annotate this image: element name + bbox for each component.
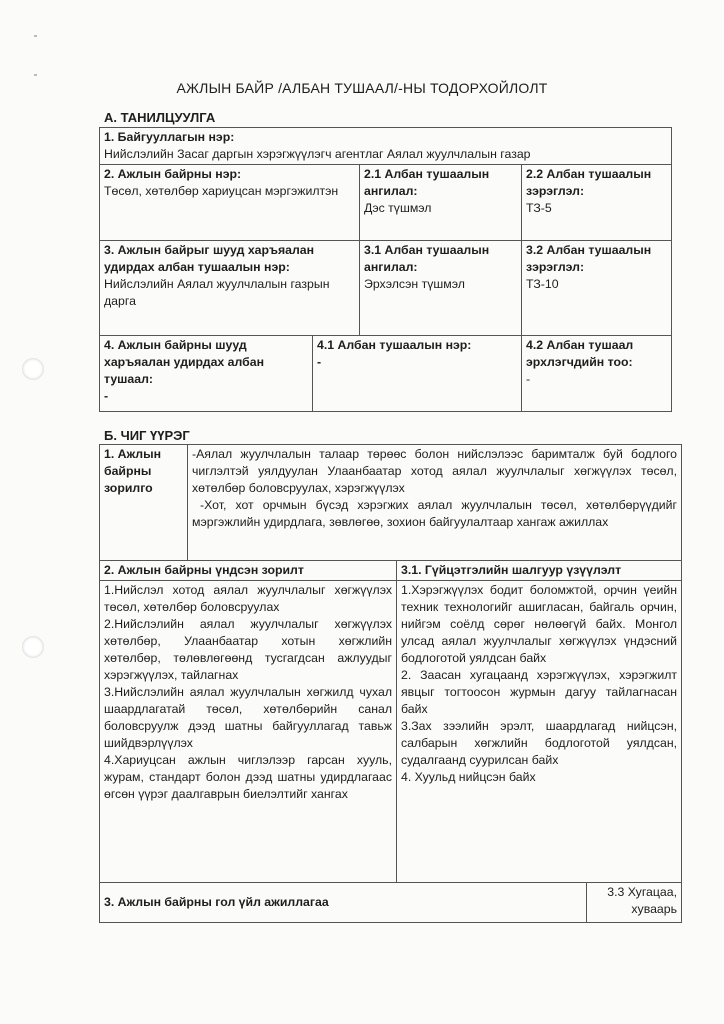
criteria-label: 3.1. Гүйцэтгэлийн шалгуур үзүүлэлт bbox=[397, 561, 682, 581]
sub-count-value: - bbox=[526, 372, 531, 386]
section-b-heading: Б. ЧИГ ҮҮРЭГ bbox=[104, 428, 190, 443]
scan-mark bbox=[34, 74, 37, 76]
grade-value: ТЗ-5 bbox=[526, 201, 552, 215]
sub-label: 4. Ажлын байрны шууд харъяалан удирдах албан тушаал: bbox=[104, 338, 265, 386]
goals-label: 2. Ажлын байрны үндсэн зорилт bbox=[100, 561, 397, 581]
super-cat-label: 3.1 Албан тушаалын ангилал: bbox=[364, 243, 490, 274]
cat-label: 2.1 Албан тушаалын ангилал: bbox=[364, 167, 490, 198]
scan-mark bbox=[34, 35, 37, 37]
purpose-text-2: -Хот, хот орчмын бүсэд хэрэгжих аялал жуулчлалын төсөл, хөтөлбөрүүдийг мэргэжлийн удирдлага, зөвлөгөө, зохион байгуулалтаар хангаж ажиллах bbox=[192, 498, 678, 529]
punch-hole bbox=[22, 358, 44, 380]
purpose-text-1: -Аялал жуулчлалын талаар төрөөс болон нийслэлээс баримталж буй бодлого чиглэлтэй уялдуулан Улаанбаатар хотод аялал жуулчлалыг хөгжүүлэх төсөл, хөтөлбөр боловсруулах, хэрэгжүүлэх bbox=[192, 447, 678, 495]
sub-value: - bbox=[104, 389, 109, 403]
section-a-heading: А. ТАНИЛЦУУЛГА bbox=[104, 110, 216, 125]
job-value: Төсөл, хөтөлбөр хариуцсан мэргэжилтэн bbox=[104, 184, 339, 198]
intro-table bbox=[99, 127, 672, 412]
purpose-label: 1. Ажлын байрны зорилго bbox=[100, 445, 188, 561]
super-grade-label: 3.2 Албан тушаалын зэрэглэл: bbox=[526, 243, 652, 274]
sub-count-label: 4.2 Албан тушаал эрхлэгчдийн тоо: bbox=[526, 338, 634, 369]
job-label: 2. Ажлын байрны нэр: bbox=[104, 167, 242, 181]
document-title: АЖЛЫН БАЙР /АЛБАН ТУШААЛ/-НЫ ТОДОРХОЙЛОЛТ bbox=[176, 80, 548, 96]
org-label: 1. Байгууллагын нэр: bbox=[104, 130, 235, 144]
criteria-text: 1.Хэрэгжүүлэх бодит боломжтой, орчин үеийн техник технологийг ашигласан, байгаль орчин, нийгэм соёлд сөрөг нөлөөгүй байх. Монгол улсад аялал жуулчлалыг хөгжүүлэх үндэсний бодлоготой уялдсан байх 2. Заасан хугацаанд хэрэгжүүлэх, хэрэгжилт явцыг тогтоосон журмын дагуу тайлагнасан байх 3.Зах зээлийн эрэлт, шаардлагад нийцсэн, салбарын хөгжлийн бодлоготой уялдсан, судалгаанд суурилсан байх 4. Хуульд нийцсэн байх bbox=[397, 581, 682, 883]
sub-name-value: - bbox=[317, 355, 322, 369]
sub-name-label: 4.1 Албан тушаалын нэр: bbox=[317, 338, 472, 352]
goals-text: 1.Нийслэл хотод аялал жуулчлалыг хөгжүүлэх төсөл, хөтөлбөр боловсруулах 2.Нийслэлийн аялал жуулчлалыг хөгжүүлэх хөтөлбөр, Улаанбаатар хотын хөгжлийн хөтөлбөр, төлөвлөгөөнд тусгагдсан ажлуудыг хэрэгжүүлэх, тайлагнах 3.Нийслэлийн аялал жуулчлалын хөгжилд чухал шаардлагатай төсөл, хөтөлбөрийн санал боловсруулж дээд шатны байгууллагад тавьж шийдвэрлүүлэх 4.Хариуцсан ажлын чиглэлээр гарсан хууль, журам, стандарт болон дээд шатны удирдлагаас өгсөн үүрэг даалгаврын биелэлтийг хангах bbox=[100, 581, 397, 883]
super-value: Нийслэлийн Аялал жуулчлалын газрын дарга bbox=[104, 277, 330, 308]
cat-value: Дэс түшмэл bbox=[364, 201, 432, 215]
org-value: Нийслэлийн Засаг даргын хэрэгжүүлэгч агентлаг Аялал жуулчлалын газар bbox=[104, 147, 531, 161]
super-grade-value: ТЗ-10 bbox=[526, 277, 559, 291]
activities-label: 3. Ажлын байрны гол үйл ажиллагаа bbox=[100, 883, 587, 923]
punch-hole bbox=[22, 636, 44, 658]
grade-label: 2.2 Албан тушаалын зэрэглэл: bbox=[526, 167, 652, 198]
super-cat-value: Эрхэлсэн түшмэл bbox=[364, 277, 465, 291]
schedule-label: 3.3 Хугацаа, хуваарь bbox=[587, 883, 682, 923]
super-label: 3. Ажлын байрыг шууд харъяалан удирдах албан тушаалын нэр: bbox=[104, 243, 315, 274]
duties-table bbox=[99, 444, 682, 923]
